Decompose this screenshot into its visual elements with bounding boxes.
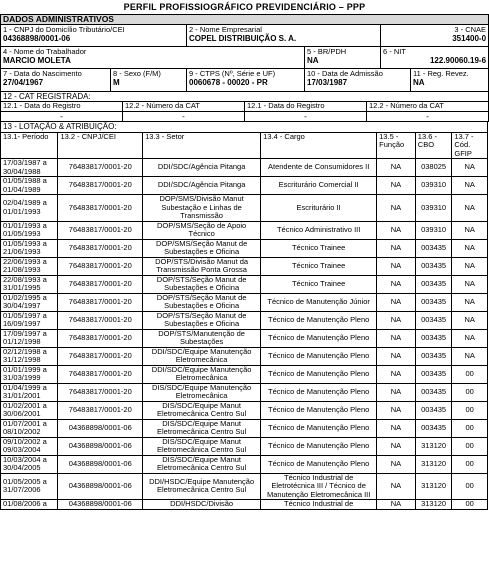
cell-cargo: Técnico de Manutenção Pleno bbox=[261, 419, 377, 437]
cell-setor: DOP/SMS/Divisão Manut Subestação e Linhas de Transmissão bbox=[143, 195, 261, 222]
cell-cargo: Técnico de Manutenção Pleno bbox=[261, 329, 377, 347]
cell-periodo: 10/03/2004 a 30/04/2005 bbox=[1, 455, 58, 473]
cell-periodo: 01/05/1988 a 01/04/1989 bbox=[1, 177, 58, 195]
lotacao-header-cnpj: 13.2 - CNPJ/CEI bbox=[58, 132, 143, 159]
cell-setor: DDI/SDC/Equipe Manutenção Eletromecânica bbox=[143, 347, 261, 365]
cell-gfip: NA bbox=[452, 159, 488, 177]
revez-label: 11 - Reg. Revez. bbox=[413, 69, 469, 78]
cat-header-data-1: 12.1 - Data do Registro bbox=[1, 101, 123, 111]
table-row bbox=[1, 195, 488, 222]
cell-cbo: 313120 bbox=[415, 500, 452, 510]
cell-periodo: 01/05/1997 a 16/09/1997 bbox=[1, 311, 58, 329]
cell-gfip: NA bbox=[452, 293, 488, 311]
lotacao-header-cbo: 13.6 - CBO bbox=[415, 132, 452, 159]
cat-header-numero-1: 12.2 - Número da CAT bbox=[123, 101, 245, 111]
cell-setor: DDI/HSDC/Divisão bbox=[143, 500, 261, 510]
cell-cargo: Escriturário Comercial II bbox=[261, 177, 377, 195]
admissao-label: 10 - Data de Admissão bbox=[307, 69, 383, 78]
cell-cnpj: 76483817/0001-20 bbox=[58, 177, 143, 195]
cell-gfip: NA bbox=[452, 329, 488, 347]
table-row bbox=[1, 239, 488, 257]
cell-setor: DIS/SDC/Equipe Manutenção Eletromecânica bbox=[143, 383, 261, 401]
cell-cargo: Técnico de Manutenção Pleno bbox=[261, 437, 377, 455]
cell-cnpj: 04368898/0001-06 bbox=[58, 419, 143, 437]
cell-cargo: Atendente de Consumidores II bbox=[261, 159, 377, 177]
cat-title: 12 - CAT REGISTRADA: bbox=[1, 92, 489, 102]
empresa-value: COPEL DISTRIBUIÇÃO S. A. bbox=[189, 34, 297, 43]
sexo-value: M bbox=[113, 78, 120, 87]
cell-cnpj: 04368898/0001-06 bbox=[58, 500, 143, 510]
lotacao-header-setor: 13.3 - Setor bbox=[143, 132, 261, 159]
cell-funcao: NA bbox=[377, 347, 416, 365]
cell-setor: DIS/SDC/Equipe Manut Eletromecânica Centro Sul bbox=[143, 437, 261, 455]
cell-cargo: Técnico Trainee bbox=[261, 275, 377, 293]
cell-periodo: 01/01/1999 a 31/03/1999 bbox=[1, 365, 58, 383]
cell-cargo: Técnico de Manutenção Júnior bbox=[261, 293, 377, 311]
cell-cbo: 003435 bbox=[415, 239, 452, 257]
table-row bbox=[1, 311, 488, 329]
admin-table bbox=[0, 14, 489, 69]
table-row bbox=[1, 383, 488, 401]
cell-cnpj: 76483817/0001-20 bbox=[58, 347, 143, 365]
lotacao-header-periodo: 13.1- Período bbox=[1, 132, 58, 159]
ctps-value: 0060678 - 00020 - PR bbox=[189, 78, 268, 87]
cell-cbo: 003435 bbox=[415, 257, 452, 275]
cell-gfip: NA bbox=[452, 311, 488, 329]
cat-value-data-2: - bbox=[245, 111, 367, 121]
cell-gfip: 00 bbox=[452, 419, 488, 437]
cell-setor: DOP/STS/Seção Manut de Subestações e Oficina bbox=[143, 275, 261, 293]
cell-gfip: NA bbox=[452, 257, 488, 275]
cell-cbo: 003435 bbox=[415, 419, 452, 437]
personal-table bbox=[0, 69, 489, 92]
table-row bbox=[1, 275, 488, 293]
table-row bbox=[1, 329, 488, 347]
cell-setor: DOP/STS/Divisão Manut da Transmissão Ponta Grossa bbox=[143, 257, 261, 275]
cell-cnpj: 76483817/0001-20 bbox=[58, 365, 143, 383]
cell-periodo: 22/08/1993 a 31/01/1995 bbox=[1, 275, 58, 293]
cell-gfip: NA bbox=[452, 221, 488, 239]
cell-setor: DIS/SDC/Equipe Manut Eletromecânica Centro Sul bbox=[143, 455, 261, 473]
cell-funcao: NA bbox=[377, 311, 416, 329]
cat-table bbox=[0, 92, 489, 122]
admissao-value: 17/03/1987 bbox=[307, 78, 348, 87]
cell-gfip: NA bbox=[452, 195, 488, 222]
lotacao-body bbox=[1, 159, 488, 510]
cell-cbo: 313120 bbox=[415, 473, 452, 500]
cell-periodo: 02/12/1998 a 31/12/1998 bbox=[1, 347, 58, 365]
nasc-label: 7 - Data do Nascimento bbox=[3, 69, 82, 78]
cell-funcao: NA bbox=[377, 401, 416, 419]
cell-funcao: NA bbox=[377, 293, 416, 311]
table-row bbox=[1, 437, 488, 455]
cell-periodo: 01/08/2006 a bbox=[1, 500, 58, 510]
cell-setor: DOP/SMS/Seção Manut de Subestações e Oficina bbox=[143, 239, 261, 257]
cell-gfip: 00 bbox=[452, 500, 488, 510]
cell-periodo: 01/02/2001 a 30/06/2001 bbox=[1, 401, 58, 419]
cell-setor: DOP/STS/Seção Manut de Subestações e Oficina bbox=[143, 311, 261, 329]
cnae-value: 351400-0 bbox=[452, 34, 487, 43]
cell-gfip: NA bbox=[452, 275, 488, 293]
lotacao-table bbox=[0, 122, 488, 510]
lotacao-header-gfip: 13.7 - Cód. GFIP bbox=[452, 132, 488, 159]
cell-gfip: 00 bbox=[452, 365, 488, 383]
cell-cnpj: 76483817/0001-20 bbox=[58, 257, 143, 275]
cell-setor: DOP/STS/Manutenção de Subestações bbox=[143, 329, 261, 347]
cell-periodo: 01/07/2001 a 08/10/2002 bbox=[1, 419, 58, 437]
cell-periodo: 17/09/1997 a 01/12/1998 bbox=[1, 329, 58, 347]
table-row bbox=[1, 221, 488, 239]
cell-periodo: 01/05/2005 a 31/07/2006 bbox=[1, 473, 58, 500]
br-label: 5 - BR/PDH bbox=[307, 47, 347, 56]
cell-setor: DOP/SMS/Seção de Apoio Técnico bbox=[143, 221, 261, 239]
cell-setor: DDI/SDC/Equipe Manutenção Eletromecânica bbox=[143, 365, 261, 383]
cell-gfip: NA bbox=[452, 177, 488, 195]
cell-cbo: 003435 bbox=[415, 311, 452, 329]
nasc-cell bbox=[1, 69, 111, 91]
cell-funcao: NA bbox=[377, 177, 416, 195]
cell-cnpj: 04368898/0001-06 bbox=[58, 455, 143, 473]
empresa-label: 2 - Nome Empresarial bbox=[189, 25, 262, 34]
sexo-label: 8 - Sexo (F/M) bbox=[113, 69, 161, 78]
cell-funcao: NA bbox=[377, 383, 416, 401]
admissao-cell bbox=[305, 69, 411, 91]
table-row bbox=[1, 257, 488, 275]
cell-cbo: 038025 bbox=[415, 159, 452, 177]
cell-cnpj: 76483817/0001-20 bbox=[58, 275, 143, 293]
cell-gfip: 00 bbox=[452, 455, 488, 473]
cell-cnpj: 76483817/0001-20 bbox=[58, 293, 143, 311]
cat-value-numero-1: - bbox=[123, 111, 245, 121]
cell-cnpj: 04368898/0001-06 bbox=[58, 473, 143, 500]
cell-gfip: 00 bbox=[452, 401, 488, 419]
empresa-cell bbox=[187, 25, 381, 47]
revez-value: NA bbox=[413, 78, 425, 87]
cell-gfip: NA bbox=[452, 239, 488, 257]
cell-cargo: Técnico de Manutenção Pleno bbox=[261, 311, 377, 329]
cell-funcao: NA bbox=[377, 437, 416, 455]
cell-cnpj: 04368898/0001-06 bbox=[58, 437, 143, 455]
document-title: PERFIL PROFISSIOGRÁFICO PREVIDENCIÁRIO – PPP bbox=[123, 2, 366, 12]
table-row bbox=[1, 500, 488, 510]
lotacao-title: 13 - LOTAÇÃO & ATRIBUIÇÃO: bbox=[1, 122, 488, 133]
nit-value: 122.90060.19-6 bbox=[429, 56, 487, 65]
cell-periodo: 02/04/1989 a 01/01/1993 bbox=[1, 195, 58, 222]
cell-gfip: 00 bbox=[452, 473, 488, 500]
cell-periodo: 01/01/1993 a 01/05/1993 bbox=[1, 221, 58, 239]
table-row bbox=[1, 347, 488, 365]
cell-cargo: Técnico de Manutenção Pleno bbox=[261, 347, 377, 365]
cell-cargo: Técnico de Manutenção Pleno bbox=[261, 365, 377, 383]
br-value: NA bbox=[307, 56, 319, 65]
cell-cbo: 313120 bbox=[415, 455, 452, 473]
cnpj-cell bbox=[1, 25, 187, 47]
cell-gfip: 00 bbox=[452, 383, 488, 401]
nasc-value: 27/04/1967 bbox=[3, 78, 44, 87]
cell-cargo: Técnico Industrial de bbox=[261, 500, 377, 510]
cell-cnpj: 76483817/0001-20 bbox=[58, 239, 143, 257]
cell-funcao: NA bbox=[377, 221, 416, 239]
cell-cbo: 003435 bbox=[415, 401, 452, 419]
cell-funcao: NA bbox=[377, 257, 416, 275]
cell-cargo: Técnico de Manutenção Pleno bbox=[261, 383, 377, 401]
table-row bbox=[1, 473, 488, 500]
cell-funcao: NA bbox=[377, 195, 416, 222]
cell-cbo: 313120 bbox=[415, 437, 452, 455]
cell-periodo: 22/06/1993 a 21/08/1993 bbox=[1, 257, 58, 275]
cell-periodo: 01/05/1993 a 21/06/1993 bbox=[1, 239, 58, 257]
ctps-label: 9 - CTPS (Nº, Série e UF) bbox=[189, 69, 276, 78]
cat-value-data-1: - bbox=[1, 111, 123, 121]
cell-cbo: 039310 bbox=[415, 177, 452, 195]
cell-cargo: Técnico Administrativo III bbox=[261, 221, 377, 239]
cell-setor: DIS/SDC/Equipe Manut Eletromecânica Centro Sul bbox=[143, 419, 261, 437]
cat-header-numero-2: 12.2 - Número da CAT bbox=[367, 101, 489, 111]
trabalhador-cell bbox=[1, 47, 305, 69]
section-admin-title: DADOS ADMINISTRATIVOS bbox=[1, 15, 489, 25]
sexo-cell bbox=[111, 69, 187, 91]
table-row bbox=[1, 401, 488, 419]
cell-periodo: 09/10/2002 a 09/03/2004 bbox=[1, 437, 58, 455]
table-row bbox=[1, 455, 488, 473]
lotacao-header-cargo: 13.4 - Cargo bbox=[261, 132, 377, 159]
cnpj-value: 04368898/0001-06 bbox=[3, 34, 71, 43]
cell-funcao: NA bbox=[377, 500, 416, 510]
revez-cell bbox=[411, 69, 489, 91]
cnae-cell bbox=[381, 25, 489, 47]
cell-cnpj: 76483817/0001-20 bbox=[58, 311, 143, 329]
trabalhador-value: MARCIO MOLETA bbox=[3, 56, 71, 65]
cell-periodo: 01/04/1999 a 31/01/2001 bbox=[1, 383, 58, 401]
nit-label: 6 - NIT bbox=[383, 47, 406, 56]
lotacao-header-row bbox=[1, 132, 488, 159]
cat-header-data-2: 12.1 - Data do Registro bbox=[245, 101, 367, 111]
trabalhador-label: 4 - Nome do Trabalhador bbox=[3, 47, 87, 56]
cell-funcao: NA bbox=[377, 159, 416, 177]
cell-periodo: 01/02/1995 a 30/04/1997 bbox=[1, 293, 58, 311]
cell-setor: DDI/SDC/Agência Pitanga bbox=[143, 177, 261, 195]
cell-funcao: NA bbox=[377, 473, 416, 500]
cell-cbo: 003435 bbox=[415, 365, 452, 383]
cell-cargo: Técnico Trainee bbox=[261, 257, 377, 275]
cell-cargo: Técnico de Manutenção Pleno bbox=[261, 401, 377, 419]
cell-cnpj: 76483817/0001-20 bbox=[58, 221, 143, 239]
cnae-label: 3 - CNAE bbox=[454, 25, 487, 34]
cell-funcao: NA bbox=[377, 455, 416, 473]
cell-cnpj: 76483817/0001-20 bbox=[58, 195, 143, 222]
cell-funcao: NA bbox=[377, 275, 416, 293]
cat-value-numero-2: - bbox=[367, 111, 489, 121]
cell-cbo: 003435 bbox=[415, 347, 452, 365]
cell-funcao: NA bbox=[377, 419, 416, 437]
cell-setor: DDI/HSDC/Equipe Manutenção Eletromecânica Centro Sul bbox=[143, 473, 261, 500]
cell-cbo: 039310 bbox=[415, 195, 452, 222]
cell-gfip: NA bbox=[452, 347, 488, 365]
table-row bbox=[1, 293, 488, 311]
cell-funcao: NA bbox=[377, 329, 416, 347]
cell-setor: DDI/SDC/Agência Pitanga bbox=[143, 159, 261, 177]
cell-cbo: 039310 bbox=[415, 221, 452, 239]
lotacao-header-funcao: 13.5 - Função bbox=[377, 132, 416, 159]
br-cell bbox=[305, 47, 381, 69]
cnpj-label: 1 - CNPJ do Domicílio Tributário/CEI bbox=[3, 25, 125, 34]
cell-periodo: 17/03/1987 a 30/04/1988 bbox=[1, 159, 58, 177]
cell-gfip: 00 bbox=[452, 437, 488, 455]
nit-cell bbox=[381, 47, 489, 69]
table-row bbox=[1, 365, 488, 383]
cell-cargo: Escriturário II bbox=[261, 195, 377, 222]
table-row bbox=[1, 419, 488, 437]
cell-cbo: 003435 bbox=[415, 293, 452, 311]
cell-cnpj: 76483817/0001-20 bbox=[58, 159, 143, 177]
cell-setor: DOP/STS/Seção Manut de Subestações e Oficina bbox=[143, 293, 261, 311]
cell-cbo: 003435 bbox=[415, 275, 452, 293]
cell-cargo: Técnico Industrial de Eletrotécnica III / Técnico de Manutenção Eletromecânica III bbox=[261, 473, 377, 500]
cell-setor: DIS/SDC/Equipe Manut Eletromecânica Centro Sul bbox=[143, 401, 261, 419]
table-row bbox=[1, 177, 488, 195]
ctps-cell bbox=[187, 69, 305, 91]
cell-cbo: 003435 bbox=[415, 329, 452, 347]
cell-cnpj: 76483817/0001-20 bbox=[58, 329, 143, 347]
cell-cargo: Técnico de Manutenção Pleno bbox=[261, 455, 377, 473]
cell-funcao: NA bbox=[377, 239, 416, 257]
table-row bbox=[1, 159, 488, 177]
cell-funcao: NA bbox=[377, 365, 416, 383]
cell-cbo: 003435 bbox=[415, 383, 452, 401]
cell-cnpj: 76483817/0001-20 bbox=[58, 401, 143, 419]
cell-cnpj: 76483817/0001-20 bbox=[58, 383, 143, 401]
cell-cargo: Técnico Trainee bbox=[261, 239, 377, 257]
